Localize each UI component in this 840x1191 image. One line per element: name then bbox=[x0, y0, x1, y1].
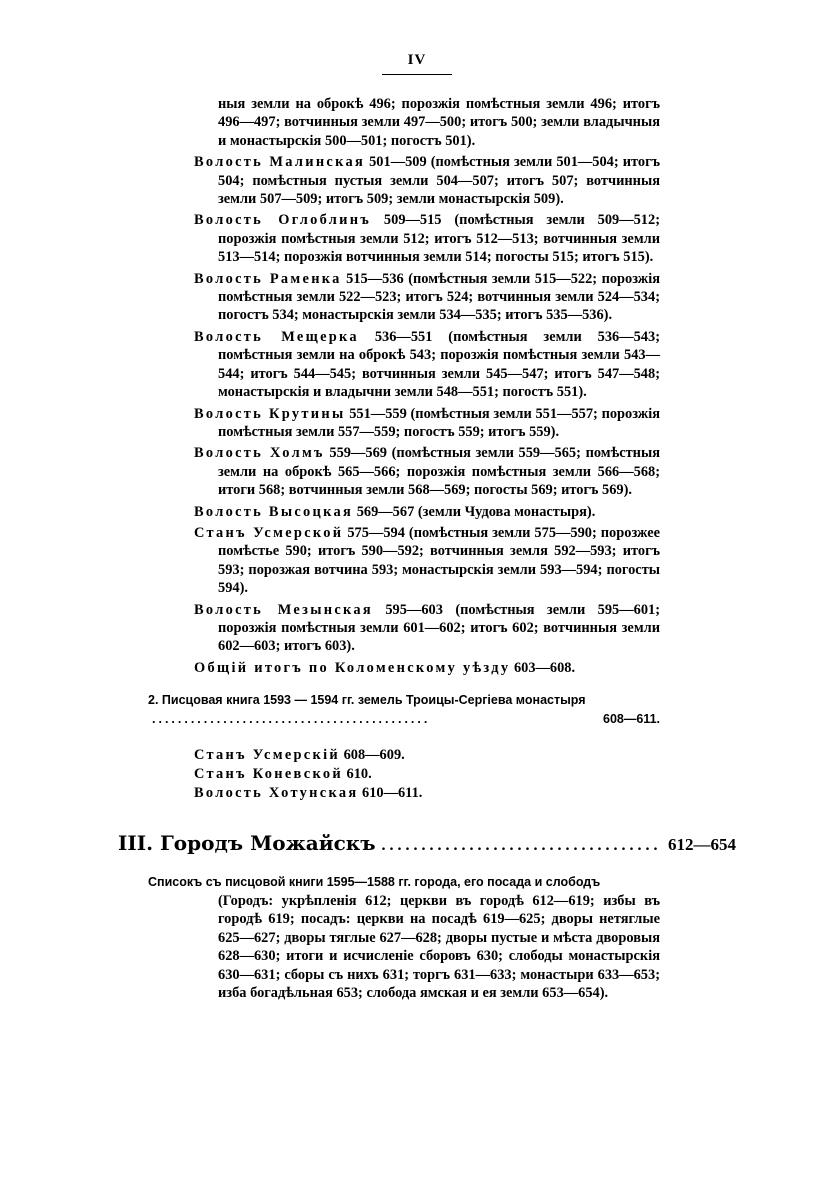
entry-text: 595—603 (помѣстныя земли 595—601; порозжія помѣстныя земли 601—602; итогъ 602; вотчинныя земли 602—603; итогъ 603). bbox=[218, 601, 661, 655]
sub-entry-title: Волость Хотунская bbox=[194, 785, 359, 802]
sub-entry-pages: 610—611. bbox=[358, 785, 423, 802]
toc-entry bbox=[194, 328, 661, 402]
spisok-entry bbox=[148, 873, 660, 1003]
sub-entry-title: Станъ Усмерскій bbox=[194, 747, 340, 764]
entry-title: Волость Холмъ bbox=[194, 445, 325, 462]
toc-entry bbox=[194, 153, 660, 208]
book-heading bbox=[148, 691, 660, 728]
book-sub-entries bbox=[194, 746, 840, 803]
entry-title: Волость Раменка bbox=[194, 270, 342, 287]
sub-entry bbox=[194, 784, 840, 803]
entry-text: 536—551 (помѣстныя земли 536—543; помѣстныя земли на оброкѣ 543; порозжія помѣстныя земли 543—544; итогъ 544—545; вотчинныя земли 545—547; итогъ 547—548; монастырскія и владычни земли 548—551; погостъ 551). bbox=[218, 328, 661, 401]
entry-title: Волость Мещерка bbox=[194, 328, 359, 345]
section-pages: 612—654 bbox=[668, 835, 736, 855]
leader-dots: ................................... bbox=[381, 837, 662, 855]
toc-entry bbox=[194, 270, 660, 325]
folio-rule bbox=[382, 74, 452, 75]
toc-entry bbox=[194, 444, 660, 499]
entry-title: Волость Высоцкая bbox=[194, 503, 354, 520]
sub-entry bbox=[194, 746, 840, 765]
entry-text: 559—569 (помѣстныя земли 559—565; помѣстныя земли на оброкѣ 565—566; порозжія помѣстныя земли 566—568; итоги 568; вотчинныя земли 568—569; погосты 569; итогъ 569). bbox=[218, 445, 660, 499]
entry-title: Общій итогъ по Коломенскому уѣзду bbox=[194, 659, 511, 676]
entry-title: Волость Малинская bbox=[194, 154, 366, 171]
sub-entry-title: Станъ Коневской bbox=[194, 766, 343, 783]
toc-entry bbox=[194, 601, 661, 656]
toc-entry-total bbox=[194, 659, 660, 677]
entry-title: Волость Оглоблинъ bbox=[194, 212, 372, 229]
entry-text: ныя земли на оброкѣ 496; порозжія помѣстныя земли 496; итогъ 496—497; вотчинныя земли 497—500; итогъ 500; земли владычныя и монастырскія 500—501; погостъ 501). bbox=[218, 96, 660, 149]
entry-text: 501—509 (помѣстныя земли 501—504; итогъ 504; помѣстныя пустыя земли 504—507; итогъ 507; вотчинныя земли 507—509; итогъ 509; земли монастырскія 509). bbox=[218, 154, 660, 208]
table-of-contents bbox=[0, 95, 840, 1003]
entry-text: 569—567 (земли Чудова монастыря). bbox=[353, 503, 596, 520]
entry-title: Волость Мезынская bbox=[194, 601, 373, 618]
toc-entry-continued bbox=[218, 95, 660, 150]
entry-text: 603—608. bbox=[510, 659, 576, 676]
toc-entry bbox=[194, 524, 660, 598]
sub-entry bbox=[194, 765, 840, 784]
leader-dots: ........................................... bbox=[152, 711, 431, 726]
entry-title: Станъ Усмерской bbox=[194, 524, 344, 541]
spisok-heading: Списокъ съ писцовой книги 1595—1588 гг. города, его посада и слободъ bbox=[148, 875, 601, 890]
sub-entry-pages: 610. bbox=[342, 766, 372, 783]
toc-entry bbox=[194, 503, 660, 521]
sub-entry-pages: 608—609. bbox=[339, 747, 405, 764]
book-pages: 608—611. bbox=[603, 711, 660, 726]
toc-entry bbox=[194, 405, 660, 442]
toc-entry bbox=[194, 211, 660, 266]
entry-title: Волость Крутины bbox=[194, 405, 346, 422]
section-title: III. Городъ Можайскъ bbox=[118, 831, 376, 856]
section-heading bbox=[118, 831, 736, 855]
spisok-body: (Городъ: укрѣпленія 612; церкви въ городѣ 612—619; избы въ городѣ 619; посадъ: церкви на посадѣ 619—625; дворы нетяглые 625—627; дворы тяглые 627—628; дворы пустые и мѣста дворовыя 628—630; итоги и исчисленіе сборовъ 630; слободы монастырскія 630—631; сборы съ нихъ 631; торгъ 631—633; монастыри 633—653; изба богадѣльная 653; слобода ямская и ея земли 653—654). bbox=[218, 892, 660, 1002]
entry-text: 575—594 (помѣстныя земли 575—590; порозжее помѣстье 590; итогъ 590—592; вотчинныя земля 592—593; итогъ 593; порозжая вотчина 593; монастырскія земли 593—594; погосты 594). bbox=[218, 524, 660, 597]
entry-text: 509—515 (помѣстныя земли 509—512; порозжія помѣстныя земли 512; итогъ 512—513; вотчинныя земли 513—514; порозжія вотчинныя земли 514; погосты 515; итогъ 515). bbox=[218, 212, 660, 266]
entry-text: 515—536 (помѣстныя земли 515—522; порозжія помѣстныя земли 522—523; итогъ 524; вотчинныя земли 524—534; погостъ 534; монастырскія земли 534—535; итогъ 535—536). bbox=[218, 270, 660, 324]
page-folio: IV bbox=[407, 52, 427, 68]
book-title: 2. Писцовая книга 1593 — 1594 гг. земель Троицы-Сергіева монастыря bbox=[148, 693, 586, 708]
entry-text: 551—559 (помѣстныя земли 551—557; порозжія помѣстныя земли 557—559; погостъ 559; итогъ 559). bbox=[218, 405, 660, 440]
